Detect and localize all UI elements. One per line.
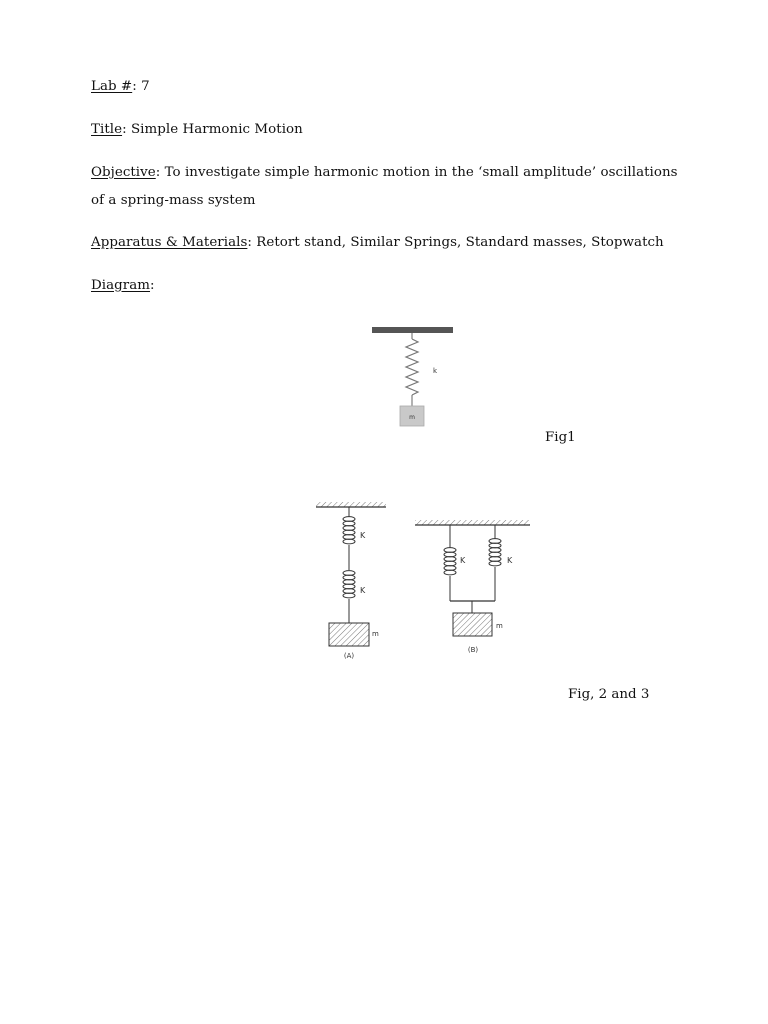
mass-a bbox=[329, 623, 369, 646]
diagram-label: Diagram bbox=[91, 278, 151, 293]
spring-k-label: k bbox=[433, 367, 438, 375]
spring-b-left-k: K bbox=[460, 556, 466, 565]
fig1-caption: Fig1 bbox=[545, 430, 576, 445]
title-value: Simple Harmonic Motion bbox=[130, 122, 303, 137]
diagram-a-series bbox=[316, 502, 386, 660]
spring-a-bottom-k: K bbox=[360, 586, 366, 595]
support-bar bbox=[372, 327, 453, 333]
figure-1-spring-mass bbox=[360, 322, 470, 432]
diagram-line: Diagram: bbox=[91, 278, 155, 293]
ceiling-a bbox=[316, 502, 386, 507]
spring-b-left bbox=[444, 548, 456, 575]
objective-text-2: of a spring-mass system bbox=[91, 193, 256, 208]
spring-a-top bbox=[343, 517, 355, 544]
mass-label: m bbox=[409, 414, 415, 421]
lab-number: 7 bbox=[141, 79, 150, 94]
lab-label: Lab # bbox=[91, 79, 133, 94]
title-line: Title: Simple Harmonic Motion bbox=[91, 122, 303, 137]
mass-b-label: m bbox=[496, 622, 503, 630]
mass-a-label: m bbox=[372, 630, 379, 638]
figure-2-3-springs bbox=[310, 495, 535, 665]
objective-line: Objective: To investigate simple harmonic motion in the ‘small amplitude’ oscillations bbox=[91, 165, 678, 180]
objective-label: Objective bbox=[91, 165, 156, 180]
tag-a: (A) bbox=[343, 652, 355, 660]
objective-text-1: To investigate simple harmonic motion in the ‘small amplitude’ oscillations bbox=[164, 165, 678, 180]
spring-a-bottom bbox=[343, 571, 355, 598]
fig23-caption: Fig, 2 and 3 bbox=[568, 687, 650, 702]
diagram-b-parallel bbox=[415, 520, 530, 654]
apparatus-label: Apparatus & Materials bbox=[91, 235, 248, 250]
spring-b-right bbox=[489, 539, 501, 566]
lab-number-line: Lab #: 7 bbox=[91, 79, 150, 94]
spring bbox=[406, 339, 418, 395]
spring-b-right-k: K bbox=[507, 556, 513, 565]
title-label: Title bbox=[91, 122, 123, 137]
tag-b: (B) bbox=[467, 646, 479, 654]
apparatus-line: Apparatus & Materials: Retort stand, Similar Springs, Standard masses, Stopwatch bbox=[91, 235, 664, 250]
ceiling-b bbox=[415, 520, 530, 525]
apparatus-value: Retort stand, Similar Springs, Standard masses, Stopwatch bbox=[256, 235, 664, 250]
spring-a-top-k: K bbox=[360, 531, 366, 540]
mass-b bbox=[453, 613, 492, 636]
